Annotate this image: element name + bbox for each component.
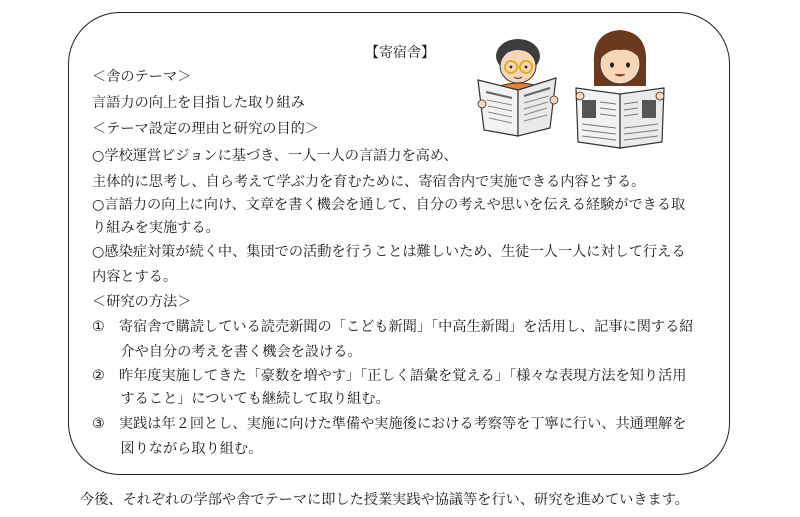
text-line: り組みを実施する。: [92, 220, 220, 236]
text-line: ＜舎のテーマ＞: [92, 69, 192, 85]
boy-reading-newspaper-illustration: [470, 38, 570, 138]
text-line: すること」についても継続して取り組む。: [92, 391, 390, 407]
section-title: 【寄宿舎】: [365, 45, 435, 61]
text-line: ○言語力の向上に向け、文章を書く機会を通して、自分の考えや思いを伝える経験ができる取: [92, 197, 686, 213]
text-line: ＜テーマ設定の理由と研究の目的＞: [92, 121, 320, 137]
footer-text: 今後、それぞれの学部や舎でテーマに即した授業実践や協議等を行い、研究を進めていきます。: [80, 492, 689, 508]
text-line: ② 昨年度実施してきた「豪数を増やす」「正しく語彙を覚える」「様々な表現方法を知り活用: [92, 368, 687, 384]
text-line: 図りながら取り組む。: [92, 441, 263, 457]
text-line: ③ 実践は年２回とし、実施に向けた準備や実施後における考察等を丁寧に行い、共通理解を: [92, 416, 687, 432]
text-line: 介や自分の考えを書く機会を設ける。: [92, 344, 362, 360]
text-line: 内容とする。: [92, 269, 178, 285]
text-line: ○学校運営ビジョンに基づき、一人一人の言語力を高め、: [92, 148, 458, 164]
text-line: ① 寄宿舎で購読している読売新聞の「こども新聞」「中高生新聞」を活用し、記事に関する紹: [92, 319, 694, 335]
text-line: ＜研究の方法＞: [92, 294, 192, 310]
text-line: 主体的に思考し、自ら考えて学ぶ力を育むために、寄宿舎内で実施できる内容とする。: [92, 174, 646, 190]
girl-reading-newspaper-illustration: [570, 24, 670, 150]
text-line: 言語力の向上を目指した取り組み: [92, 95, 305, 111]
text-line: ○感染症対策が続く中、集団での活動を行うことは難しいため、生徒一人一人に対して行える: [92, 244, 686, 260]
